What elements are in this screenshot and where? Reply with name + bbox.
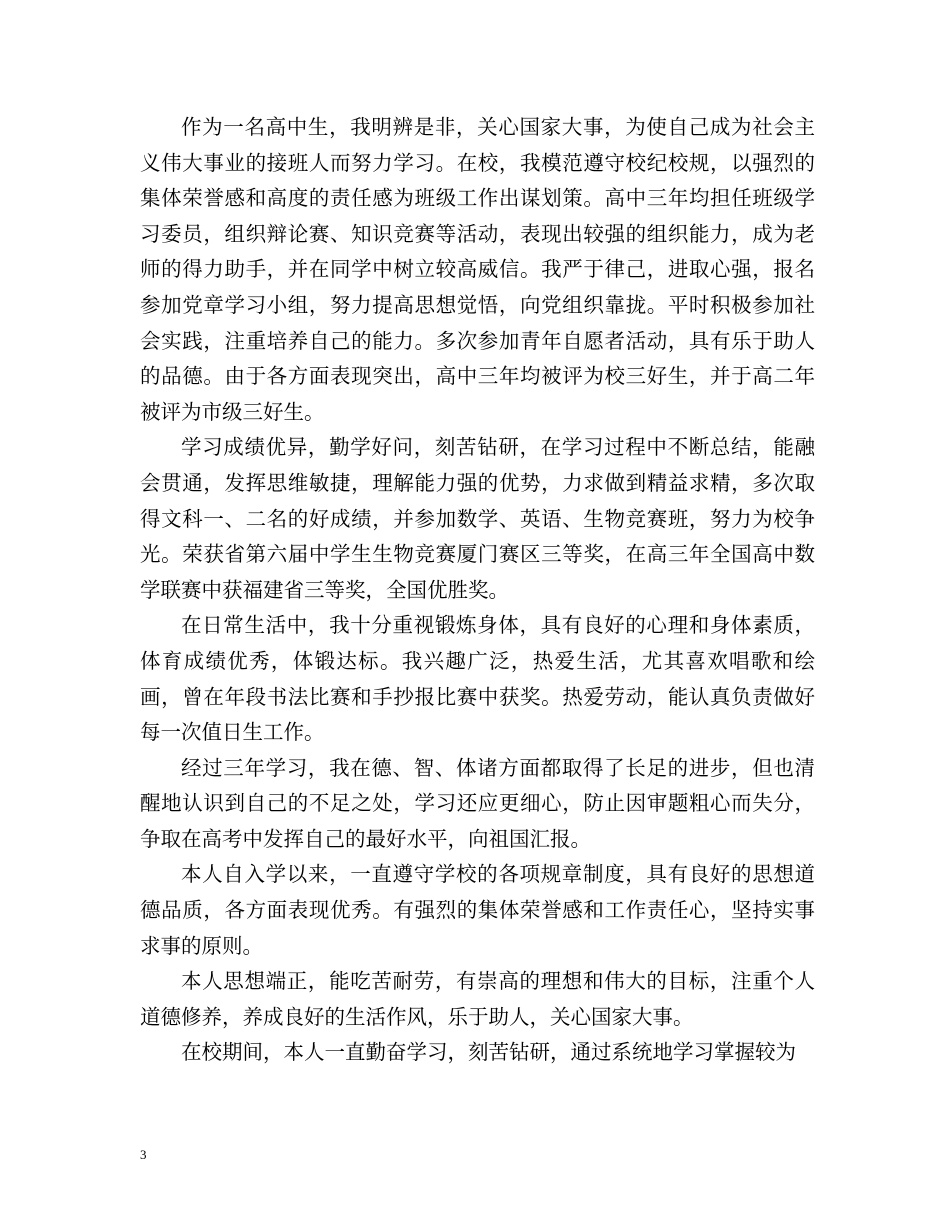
paragraph-2: 学习成绩优异，勤学好问，刻苦钻研，在学习过程中不断总结，能融会贯通，发挥思维敏捷，理解能力强的优势，力求做到精益求精，多次取得文科一、二名的好成绩，并参加数学、英语、生物竞赛班，努力为校争光。荣获省第六届中学生生物竞赛厦门赛区三等奖，在高三年全国高中数学联赛中获福建省三等奖，全国优胜奖。 bbox=[140, 435, 815, 602]
paragraph-6: 本人思想端正，能吃苦耐劳，有崇高的理想和伟大的目标，注重个人道德修养，养成良好的生活作风，乐于助人，关心国家大事。 bbox=[140, 969, 815, 1029]
paragraph-4: 经过三年学习，我在德、智、体诸方面都取得了长足的进步，但也清醒地认识到自己的不足之处，学习还应更细心，防止因审题粗心而失分，争取在高考中发挥自己的最好水平，向祖国汇报。 bbox=[140, 755, 815, 851]
page-number: 3 bbox=[140, 1147, 147, 1162]
document-body bbox=[140, 110, 815, 1071]
paragraph-3: 在日常生活中，我十分重视锻炼身体，具有良好的心理和身体素质，体育成绩优秀，体锻达标。我兴趣广泛，热爱生活，尤其喜欢唱歌和绘画，曾在年段书法比赛和手抄报比赛中获奖。热爱劳动，能认真负责做好每一次值日生工作。 bbox=[140, 613, 815, 745]
paragraph-1: 作为一名高中生，我明辨是非，关心国家大事，为使自己成为社会主义伟大事业的接班人而努力学习。在校，我模范遵守校纪校规，以强烈的集体荣誉感和高度的责任感为班级工作出谋划策。高中三年均担任班级学习委员，组织辩论赛、知识竞赛等活动，表现出较强的组织能力，成为老师的得力助手，并在同学中树立较高威信。我严于律己，进取心强，报名参加党章学习小组，努力提高思想觉悟，向党组织靠拢。平时积极参加社会实践，注重培养自己的能力。多次参加青年自愿者活动，具有乐于助人的品德。由于各方面表现突出，高中三年均被评为校三好生，并于高二年被评为市级三好生。 bbox=[140, 115, 815, 424]
paragraph-7: 在校期间，本人一直勤奋学习，刻苦钻研，通过系统地学习掌握较为 bbox=[181, 1040, 796, 1065]
paragraph-5: 本人自入学以来，一直遵守学校的各项规章制度，具有良好的思想道德品质，各方面表现优秀。有强烈的集体荣誉感和工作责任心，坚持实事求事的原则。 bbox=[140, 862, 815, 958]
